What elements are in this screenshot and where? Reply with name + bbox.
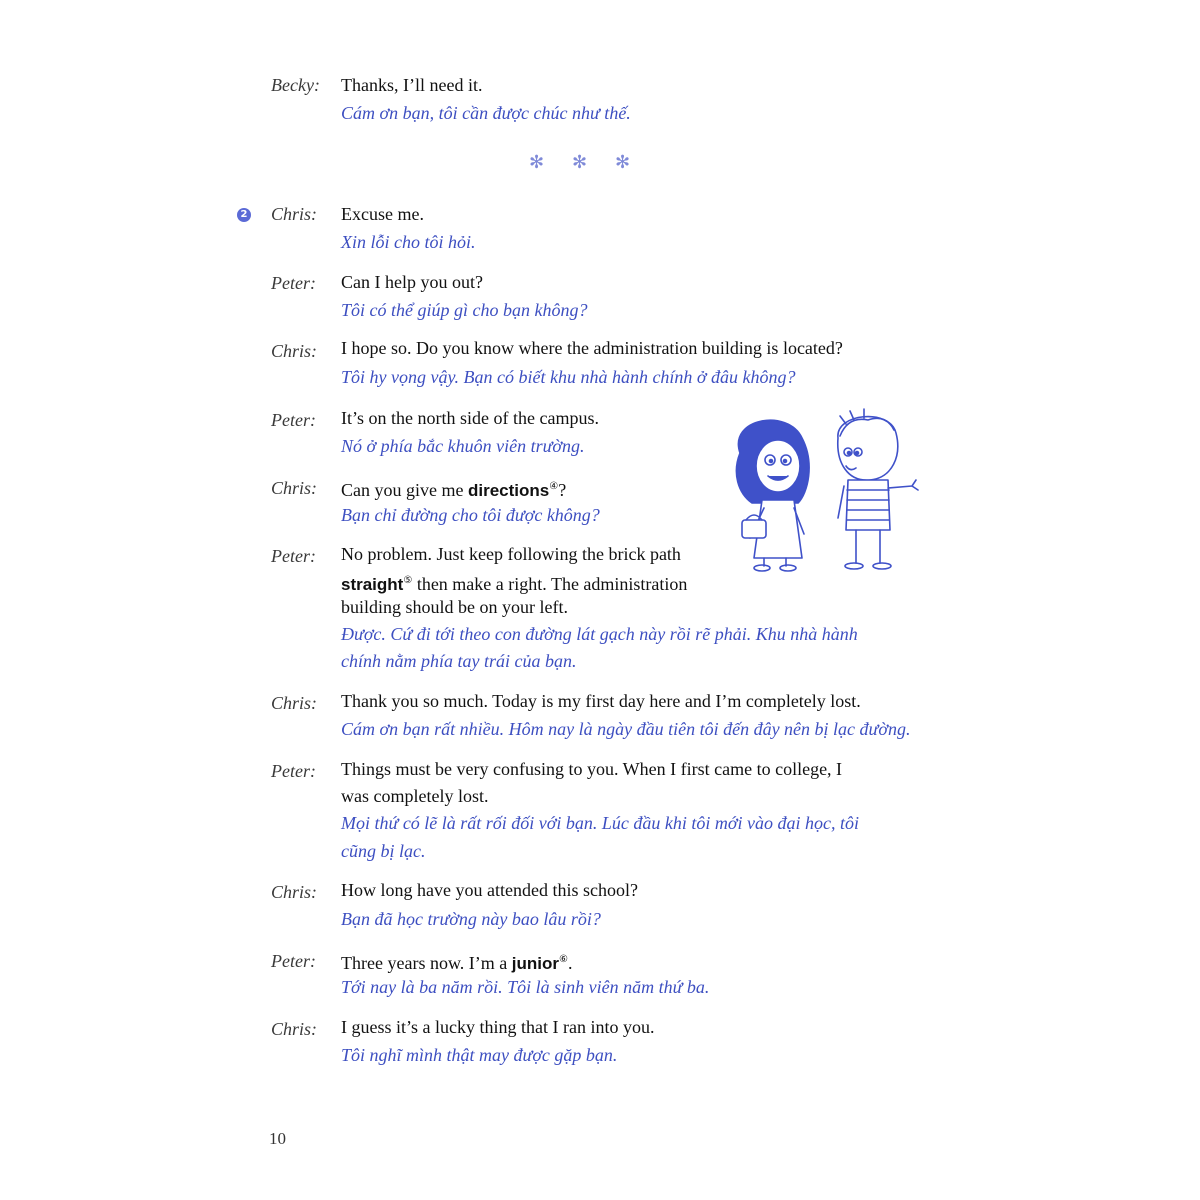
speaker-label: Peter:	[271, 951, 316, 971]
separator-asterisk: ✻	[615, 152, 631, 173]
english-line: building should be on your left.	[341, 597, 568, 617]
speaker-label: Peter:	[271, 410, 316, 430]
english-line: How long have you attended this school?	[341, 880, 638, 900]
speaker-label: Becky:	[271, 75, 320, 95]
vietnamese-translation: Cám ơn bạn, tôi cần được chúc như thế.	[341, 103, 631, 123]
speaker-label: Peter:	[271, 761, 316, 781]
english-line: No problem. Just keep following the brick path	[341, 544, 681, 564]
english-line: Things must be very confusing to you. When I first came to college, I	[341, 759, 843, 779]
woman-face	[756, 440, 800, 492]
english-line: I guess it’s a lucky thing that I ran into you.	[341, 1017, 655, 1037]
footnote-marker: ④	[549, 481, 559, 492]
vietnamese-translation: Bạn đã học trường này bao lâu rồi?	[341, 909, 601, 929]
speaker-label: Chris:	[271, 341, 318, 361]
english-line	[341, 473, 566, 504]
english-text: Can you give me	[341, 480, 468, 500]
english-text: ?	[558, 480, 567, 500]
vietnamese-translation: Tôi hy vọng vậy. Bạn có biết khu nhà hành chính ở đâu không?	[341, 367, 796, 387]
separator-asterisk: ✻	[572, 152, 588, 173]
boy-shirt	[846, 480, 890, 530]
english-line	[341, 946, 572, 977]
footnote-marker: ⑤	[403, 575, 413, 586]
vietnamese-translation: chính nằm phía tay trái của bạn.	[341, 651, 577, 671]
english-line: Can I help you out?	[341, 272, 483, 292]
english-line: Thanks, I’ll need it.	[341, 75, 483, 95]
speaker-label: Chris:	[271, 204, 318, 224]
vietnamese-translation: Tôi nghĩ mình thật may được gặp bạn.	[341, 1045, 618, 1065]
speaker-label: Peter:	[271, 546, 316, 566]
english-line: Thank you so much. Today is my first day here and I’m completely lost.	[341, 691, 861, 711]
vocab-word: junior	[511, 954, 559, 973]
english-line: I hope so. Do you know where the administration building is located?	[341, 338, 843, 358]
vietnamese-translation: Mọi thứ có lẽ là rất rối đối với bạn. Lúc đầu khi tôi mới vào đại học, tôi	[341, 813, 859, 833]
vietnamese-translation: Được. Cứ đi tới theo con đường lát gạch này rồi rẽ phải. Khu nhà hành	[341, 624, 858, 644]
english-line: It’s on the north side of the campus.	[341, 408, 599, 428]
separator-asterisk: ✻	[529, 152, 545, 173]
speaker-label: Chris:	[271, 882, 318, 902]
english-text: then make a right. The administration	[412, 574, 688, 594]
english-line: Excuse me.	[341, 204, 424, 224]
english-text: Three years now. I’m a	[341, 953, 512, 973]
woman-bag	[742, 520, 766, 538]
vietnamese-translation: Nó ở phía bắc khuôn viên trường.	[341, 436, 585, 456]
vietnamese-translation: Cám ơn bạn rất nhiều. Hôm nay là ngày đầu tiên tôi đến đây nên bị lạc đường.	[341, 719, 911, 739]
vietnamese-translation: cũng bị lạc.	[341, 841, 426, 861]
dialog-number-badge: 2	[237, 208, 251, 222]
footnote-marker: ⑥	[558, 954, 568, 965]
english-text: .	[567, 953, 573, 973]
speaker-label: Chris:	[271, 693, 318, 713]
speaker-label: Chris:	[271, 1019, 318, 1039]
speaker-label: Peter:	[271, 273, 316, 293]
vocab-word: straight	[341, 575, 404, 594]
vietnamese-translation: Bạn chỉ đường cho tôi được không?	[341, 505, 600, 525]
vietnamese-translation: Tôi có thể giúp gì cho bạn không?	[341, 300, 588, 320]
students-illustration	[720, 408, 930, 578]
vocab-word: directions	[467, 481, 550, 500]
speaker-label: Chris:	[271, 478, 318, 498]
vietnamese-translation: Xin lỗi cho tôi hỏi.	[341, 232, 476, 252]
vietnamese-translation: Tới nay là ba năm rồi. Tôi là sinh viên năm thứ ba.	[341, 977, 710, 997]
page-number: 10	[269, 1129, 286, 1148]
english-line: was completely lost.	[341, 786, 489, 806]
